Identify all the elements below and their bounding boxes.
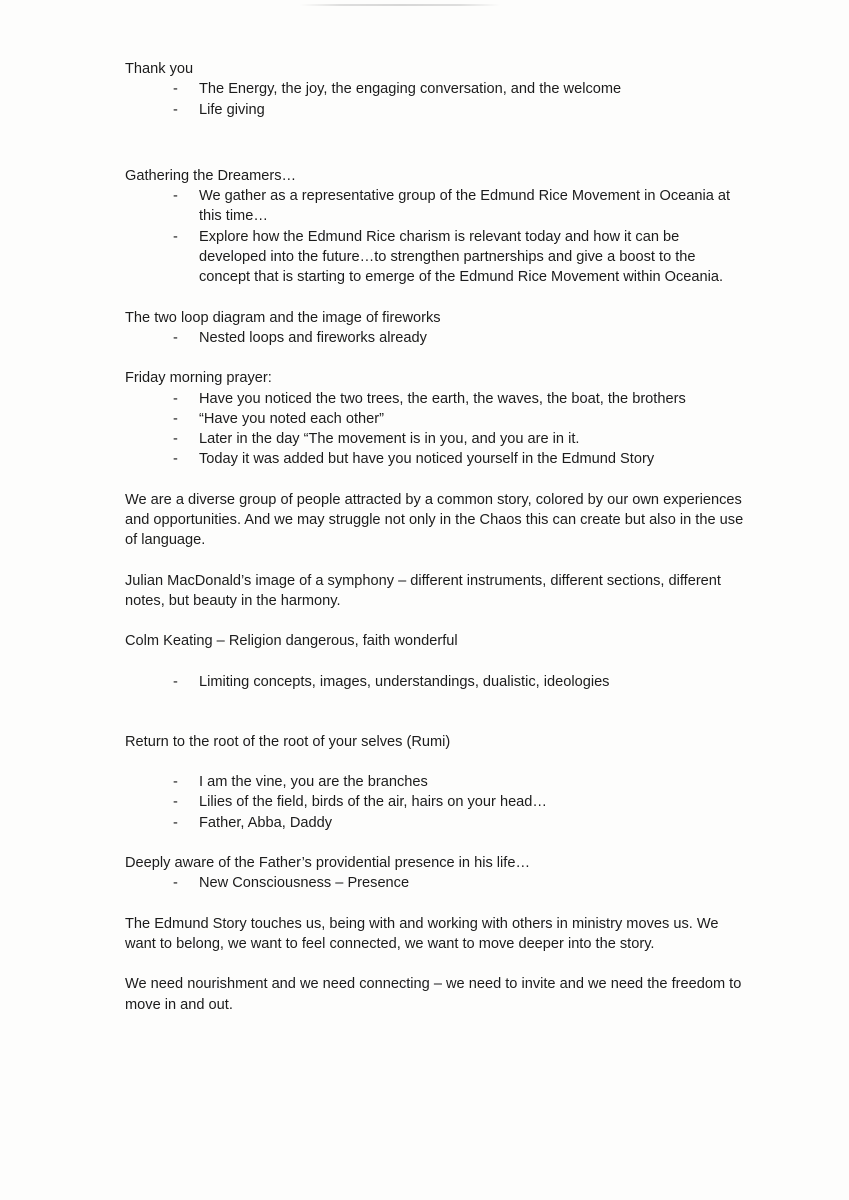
paragraph-nourishment: We need nourishment and we need connecting – we need to invite and we need the freedom to move in and out. [125,976,742,1013]
bullet-dash: - [173,774,178,791]
bullet-dash: - [173,451,178,468]
bullet-dash: - [173,875,178,892]
list-item: - Later in the day “The movement is in you, and you are in it. [125,429,745,449]
thank-you-list [125,79,745,120]
section-heading-friday: Friday morning prayer: [125,370,272,387]
bullet-dash: - [173,673,178,690]
list-item: - Limiting concepts, images, understandings, dualistic, ideologies [125,672,745,692]
gathering-list [125,186,745,287]
bullet-dash: - [173,431,178,448]
section-heading-root: Return to the root of the root of your selves (Rumi) [125,733,451,750]
list-item: - Lilies of the field, birds of the air, hairs on your head… [125,792,745,812]
bullet-dash: - [173,188,178,205]
list-item: - Father, Abba, Daddy [125,813,745,833]
bullet-dash: - [173,228,178,245]
list-item: - “Have you noted each other” [125,409,745,429]
colm-list [125,672,745,692]
list-item: - Explore how the Edmund Rice charism is relevant today and how it can be developed into the future…to strengthen partnerships and give a boost to the concept that is starting to emerge of the Edmund Rice Movement within Oceania. [173,228,724,286]
list-item: - I am the vine, you are the branches [125,772,745,792]
section-heading-aware: Deeply aware of the Father’s providential presence in his life… [125,855,531,872]
aware-list [125,873,745,893]
bullet-dash: - [173,410,178,427]
list-item: - We gather as a representative group of the Edmund Rice Movement in Oceania at this time… [173,188,731,225]
paragraph-edmund-story: The Edmund Story touches us, being with and working with others in ministry moves us. We want to belong, we want to feel connected, we want to move deeper into the story. [125,915,719,952]
paragraph-julian-symphony: Julian MacDonald’s image of a symphony – different instruments, different sections, different notes, but beauty in the harmony. [125,572,721,609]
section-heading-thank-you: Thank you [125,61,194,77]
section-heading-gathering: Gathering the Dreamers… [125,167,297,184]
section-heading-colm: Colm Keating – Religion dangerous, faith wonderful [125,633,458,650]
friday-list [125,389,745,470]
document-body [125,59,745,1015]
list-item: - Today it was added but have you noticed yourself in the Edmund Story [125,449,745,469]
bullet-dash: - [173,101,178,118]
bullet-dash: - [173,329,178,346]
bullet-dash: - [173,814,178,831]
scan-artifact [300,4,500,6]
two-loop-list [125,328,745,348]
list-item: - The Energy, the joy, the engaging conversation, and the welcome [125,79,745,99]
list-item: - New Consciousness – Presence [125,873,745,893]
root-list [125,772,745,833]
list-item: - Life giving [125,100,745,120]
list-item: - Nested loops and fireworks already [125,328,745,348]
bullet-dash: - [173,794,178,811]
paragraph-diverse-group: We are a diverse group of people attracted by a common story, colored by our own experiences and opportunities. And we may struggle not only in the Chaos this can create but also in the use of language. [125,491,744,549]
list-item: - Have you noticed the two trees, the earth, the waves, the boat, the brothers [125,389,745,409]
section-heading-two-loop: The two loop diagram and the image of fireworks [125,309,441,326]
bullet-dash: - [173,390,178,407]
bullet-dash: - [173,81,178,98]
